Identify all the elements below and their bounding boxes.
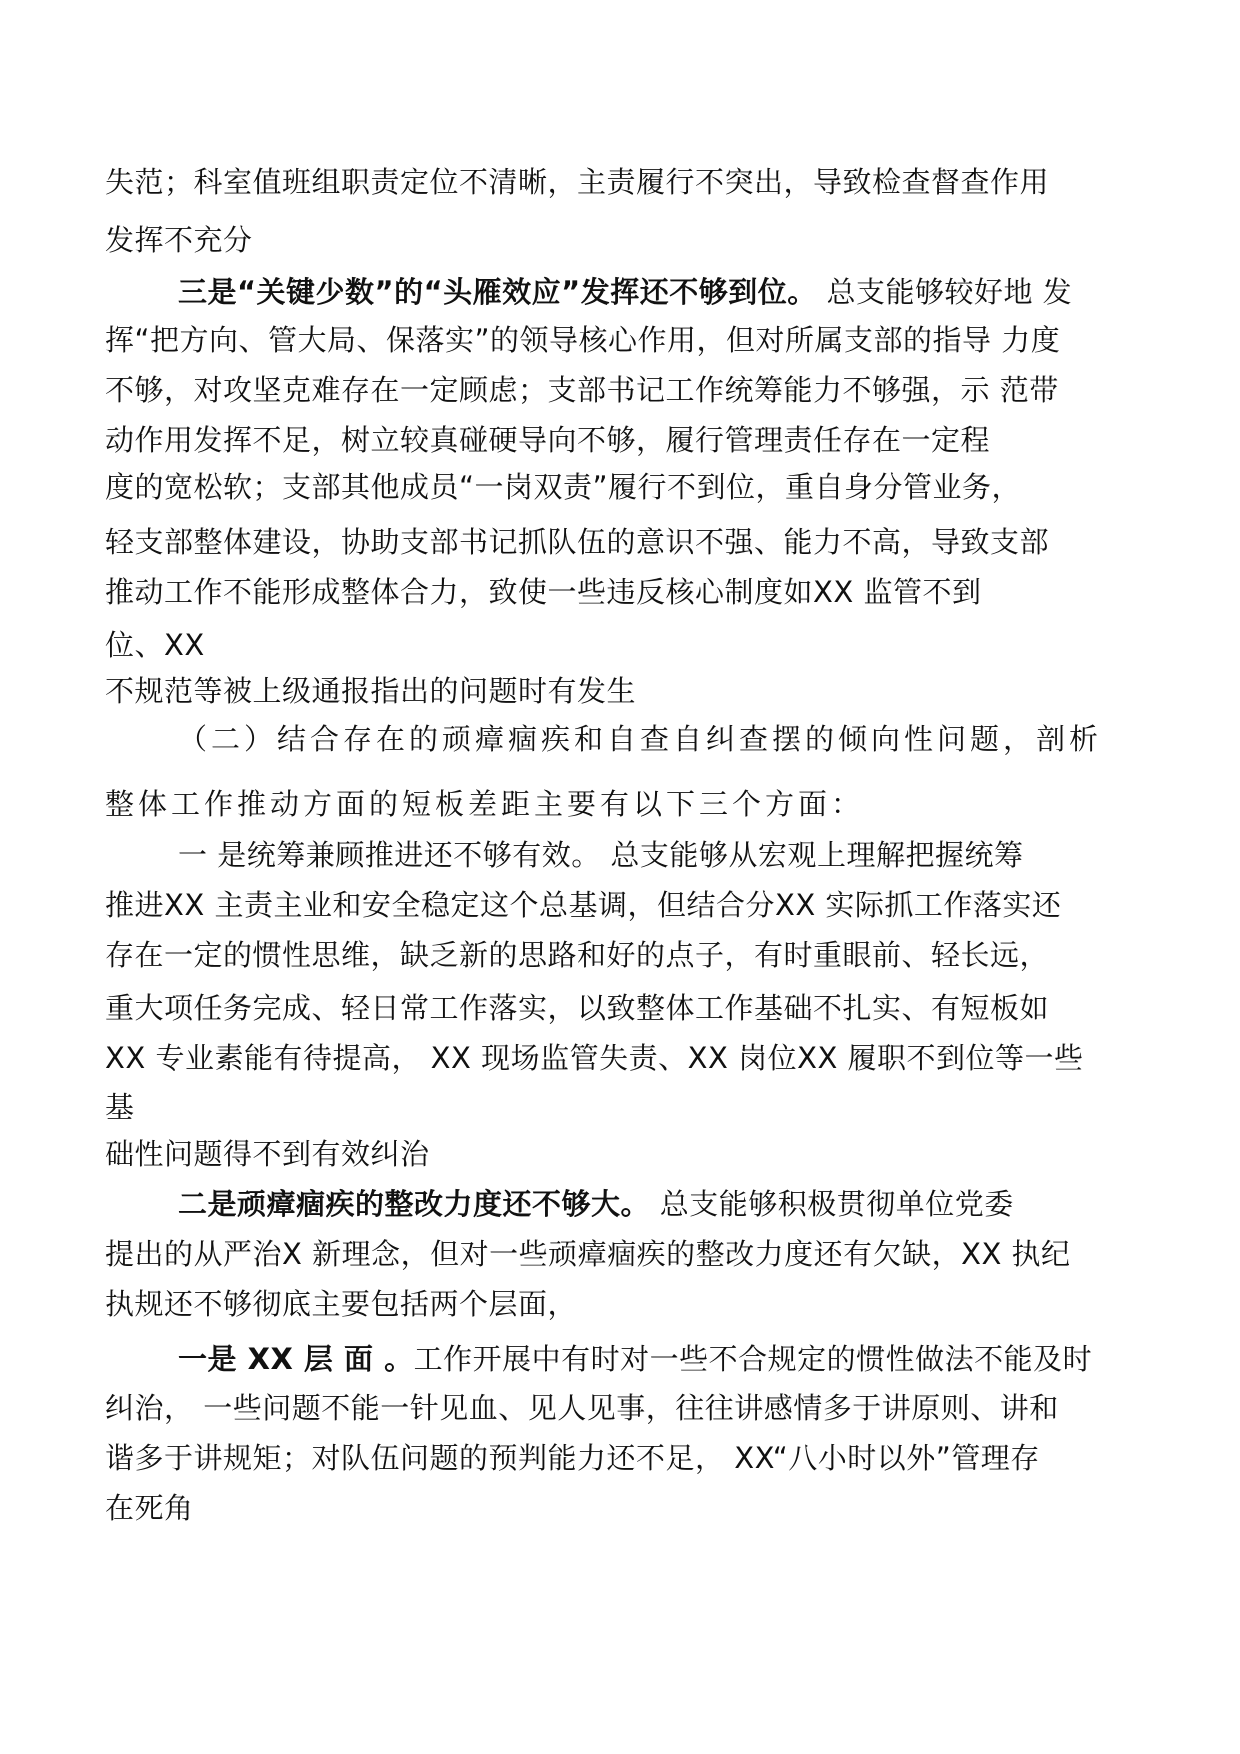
body-line: 基 xyxy=(105,1090,135,1124)
body-line: 位、XX xyxy=(105,628,205,662)
body-line: 一 是统筹兼顾推进还不够有效。 总支能够从宏观上理解把握统筹 xyxy=(178,838,1024,872)
body-line: 挥“把方向、管大局、保落实”的领导核心作用，但对所属支部的指导 力度 xyxy=(105,323,1061,357)
body-line: 谐多于讲规矩；对队伍问题的预判能力还不足， XX“八小时以外”管理存 xyxy=(105,1441,1040,1475)
body-line: XX 专业素能有待提高， XX 现场监管失责、XX 岗位XX 履职不到位等一些 xyxy=(105,1041,1084,1075)
body-line: 三是“关键少数”的“头雁效应”发挥还不够到位。 总支能够较好地 发 xyxy=(178,275,1073,309)
body-line: 执规还不够彻底主要包括两个层面， xyxy=(105,1287,578,1321)
bold-lead-phrase: 一是 XX 层 面 。 xyxy=(178,1342,414,1376)
body-line: 度的宽松软；支部其他成员“一岗双责”履行不到位，重自身分管业务， xyxy=(105,470,1022,504)
section-heading: （二）结合存在的顽瘴痼疾和自查自纠查摆的倾向性问题，剖析 xyxy=(178,722,1103,756)
body-line: 推动工作不能形成整体合力，致使一些违反核心制度如XX 监管不到 xyxy=(105,575,982,609)
body-line: 不规范等被上级通报指出的问题时有发生 xyxy=(105,674,637,708)
body-line: 二是顽瘴痼疾的整改力度还不够大。 总支能够积极贯彻单位党委 xyxy=(178,1187,1014,1221)
body-line: 在死角 xyxy=(105,1491,194,1525)
bold-lead-phrase: 二是顽瘴痼疾的整改力度还不够大。 xyxy=(178,1187,651,1221)
body-line: 提出的从严治X 新理念，但对一些顽瘴痼疾的整改力度还有欠缺，XX 执纪 xyxy=(105,1237,1071,1271)
body-line: 发挥不充分 xyxy=(105,223,253,257)
body-line: 重大项任务完成、轻日常工作落实，以致整体工作基础不扎实、有短板如 xyxy=(105,991,1050,1025)
body-line: 纠治， 一些问题不能一针见血、见人见事，往往讲感情多于讲原则、讲和 xyxy=(105,1391,1059,1425)
bold-lead-phrase: 三是“关键少数”的“头雁效应”发挥还不够到位。 xyxy=(178,275,817,309)
body-line: 础性问题得不到有效纠治 xyxy=(105,1137,430,1171)
body-line: 轻支部整体建设，协助支部书记抓队伍的意识不强、能力不高，导致支部 xyxy=(105,525,1050,559)
body-line: 推进XX 主责主业和安全稳定这个总基调，但结合分XX 实际抓工作落实还 xyxy=(105,888,1062,922)
body-line: 动作用发挥不足，树立较真碰硬导向不够，履行管理责任存在一定程 xyxy=(105,423,991,457)
body-line: 失范；科室值班组职责定位不清晰，主责履行不突出，导致检查督查作用 xyxy=(105,165,1050,199)
body-line: 整体工作推动方面的短板差距主要有以下三个方面： xyxy=(105,787,865,821)
body-line: 不够，对攻坚克难存在一定顾虑；支部书记工作统筹能力不够强，示 范带 xyxy=(105,373,1059,407)
body-line: 一是 XX 层 面 。工作开展中有时对一些不合规定的惯性做法不能及时 xyxy=(178,1342,1093,1376)
body-line: 存在一定的惯性思维，缺乏新的思路和好的点子，有时重眼前、轻长远， xyxy=(105,938,1050,972)
